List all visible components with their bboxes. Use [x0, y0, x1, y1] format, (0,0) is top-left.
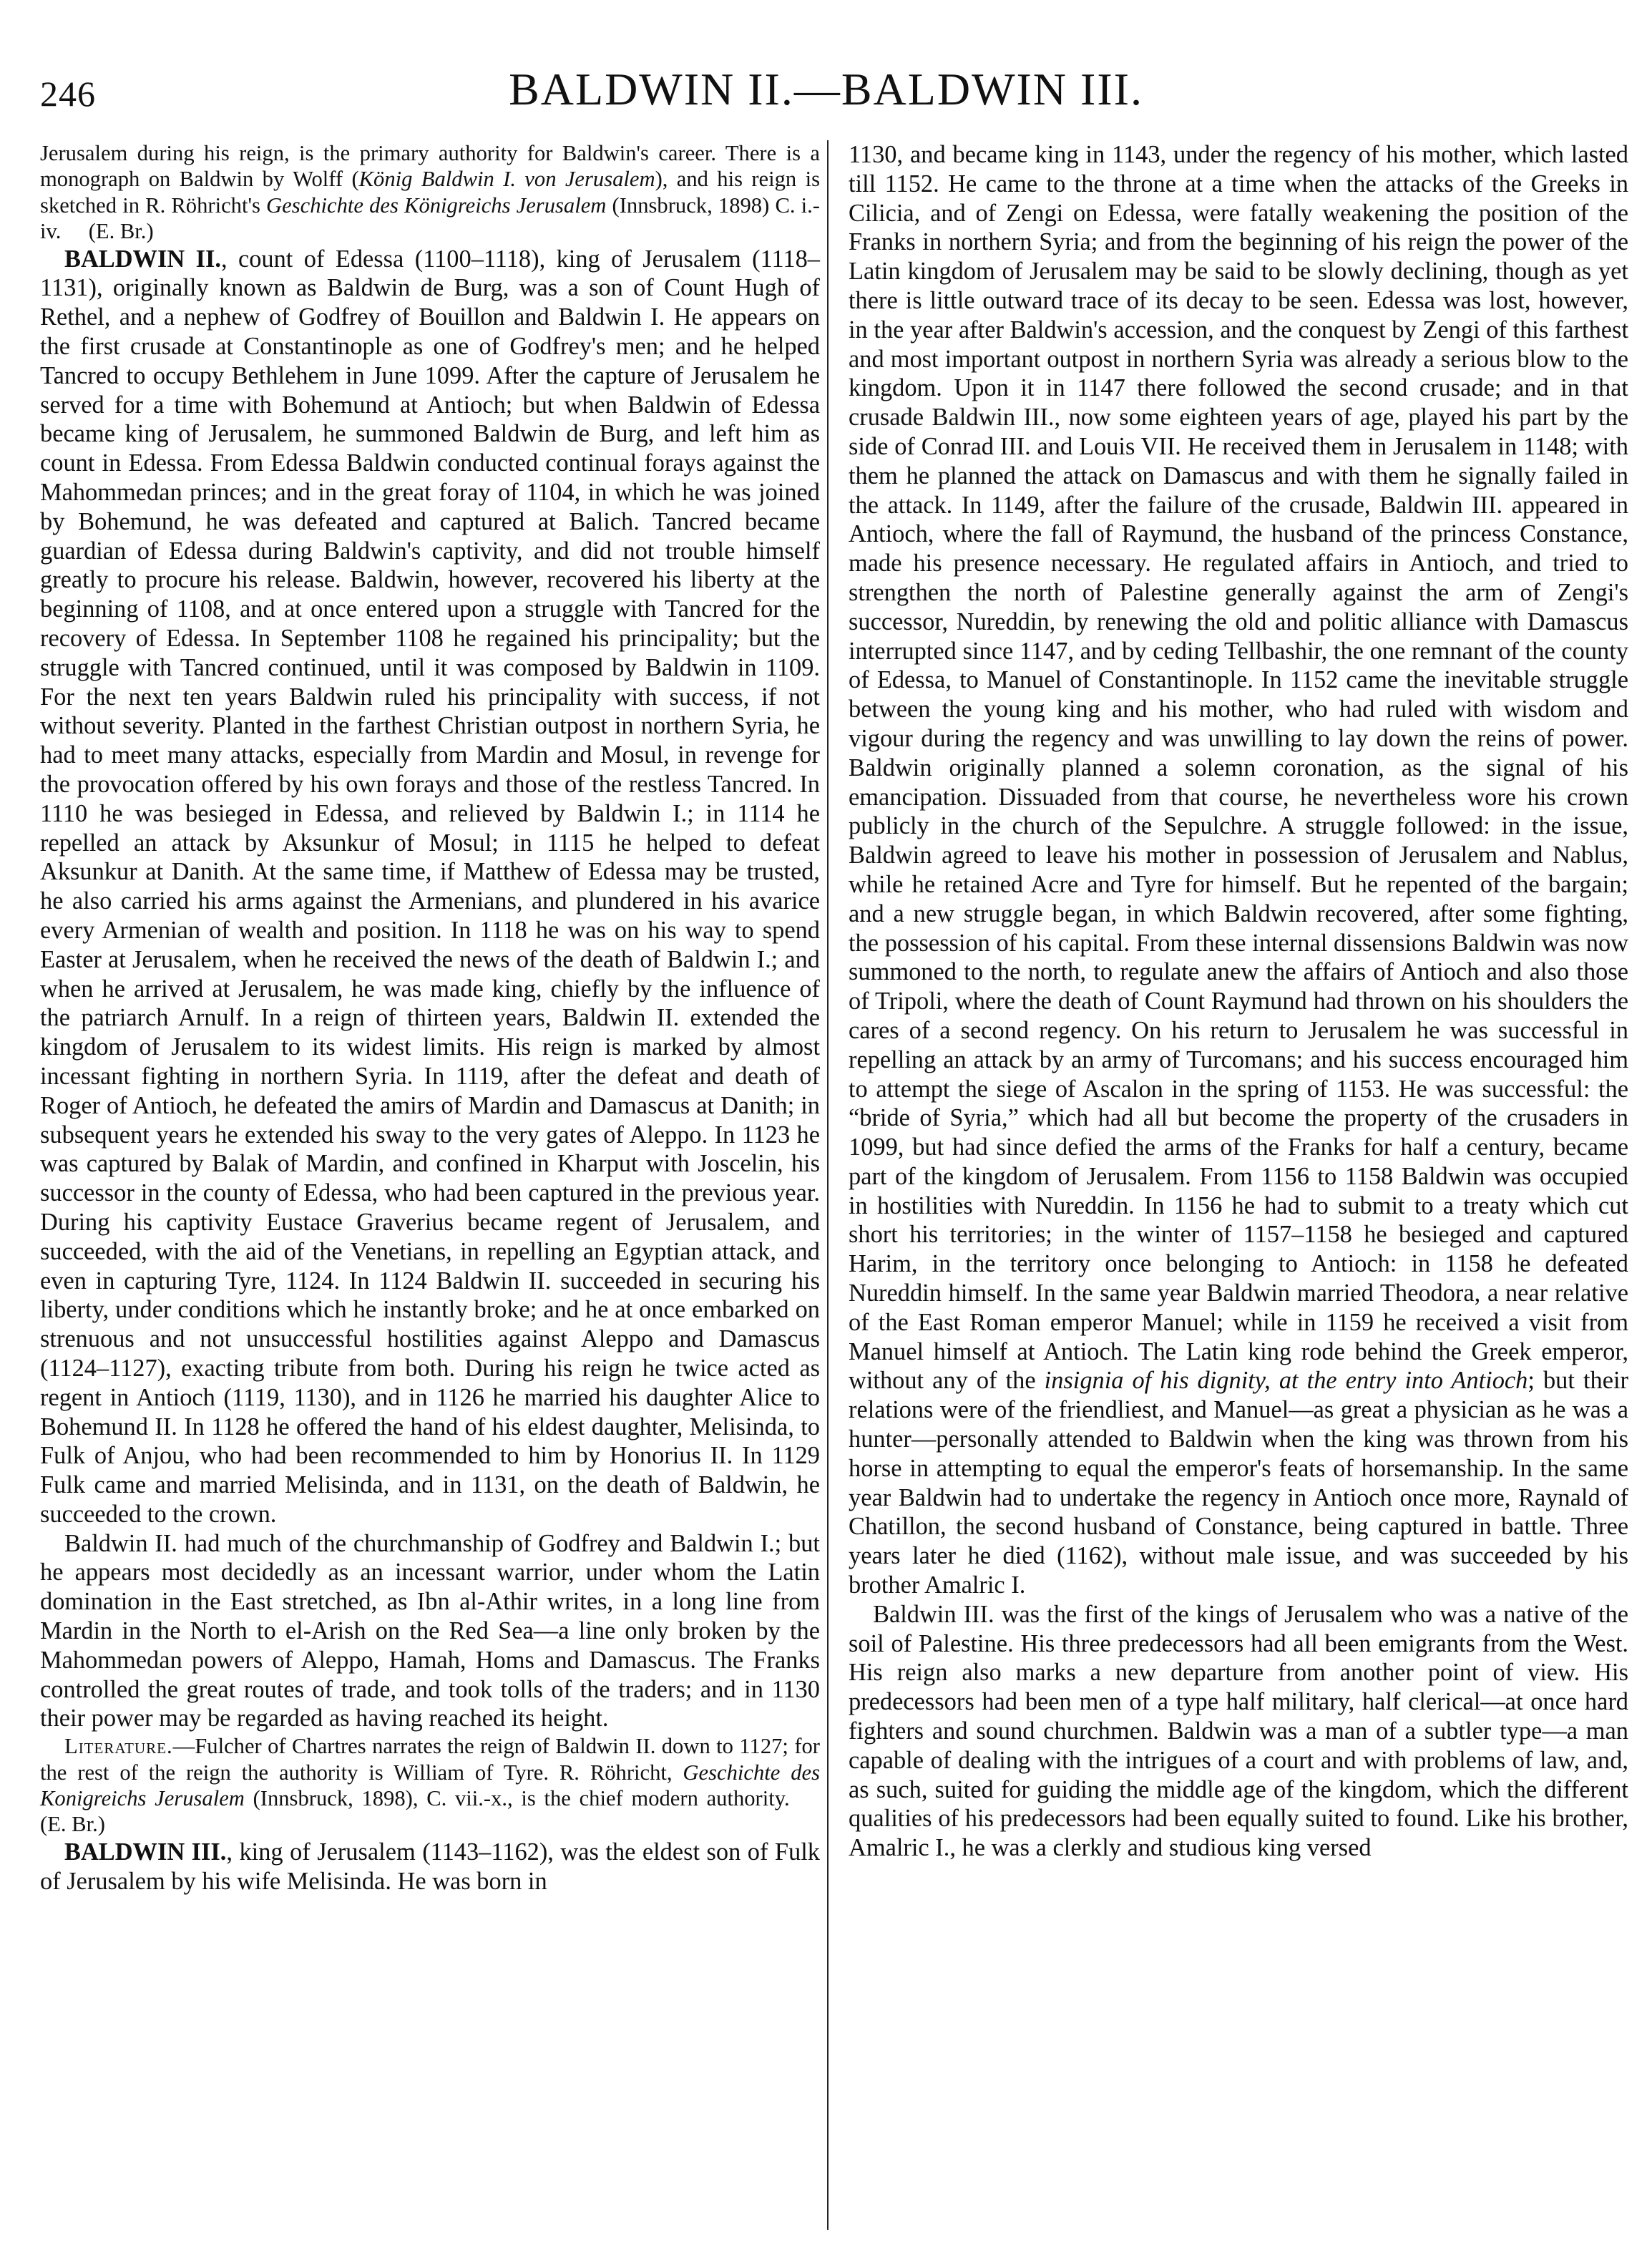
paragraph-baldwin-iii-character: Baldwin III. was the first of the kings of Jerusalem who was a native of the soil of Palestine. His three predecessors had all been emigrants from the West. His reign also marks a new departure from another point of view. His predecessors had been men of a type half military, half clerical—at once hard fighters and sound churchmen. Baldwin was a man of a subtler type—a man capable of dealing with the intrigues of a court and with problems of law, and, as such, suited for guiding the middle age of the kingdom, which the different qualities of his predecessors had been equally suited to found. Like his brother, Amalric I., he was a clerkly and studious king versed: [849, 1600, 1628, 1862]
article-heading: BALDWIN III.: [64, 1838, 227, 1866]
literature-note: Literature.—Fulcher of Chartres narrates the reign of Baldwin II. down to 1127; for the rest of the reign the authority is William of Tyre. R. Röhricht, Geschichte des Konigreichs Jerusalem (Innsbruck, 1898), C. vii.-x., is the chief modern authority. (E. Br.): [40, 1734, 820, 1837]
paragraph-baldwin-ii-assessment: Baldwin II. had much of the churchmanship of Godfrey and Baldwin I.; but he appears most decidedly as an incessant warrior, under whom the Latin domination in the East stretched, as Ibn al-Athir writes, in a long line from Mardin in the North to el-Arish on the Red Sea—a line only broken by the Mahommedan powers of Aleppo, Hamah, Homs and Damascus. The Franks controlled the great routes of trade, and took tolls of the traders; and in 1130 their power may be regarded as having reached its height.: [40, 1529, 820, 1732]
left-column: [40, 140, 820, 1896]
paragraph-baldwin-i-sources: Jerusalem during his reign, is the primary authority for Baldwin's career. There is a monograph on Baldwin by Wolff (König Baldwin I. von Jerusalem), and his reign is sketched in R. Röhricht's Geschichte des Königreichs Jerusalem (Innsbruck, 1898) C. i.-iv. (E. Br.): [40, 141, 820, 244]
running-head: BALDWIN II.—BALDWIN III.: [509, 64, 1143, 114]
column-divider: [827, 140, 829, 2230]
right-column: [849, 140, 1628, 1863]
author-signature: (E. Br.): [88, 219, 154, 244]
article-baldwin-iii: BALDWIN III., king of Jerusalem (1143–1162), was the eldest son of Fulk of Jerusalem by his wife Melisinda. He was born in: [40, 1838, 820, 1895]
paragraph-baldwin-iii-reign: 1130, and became king in 1143, under the regency of his mother, which lasted till 1152. He came to the throne at a time when the attacks of the Greeks in Cilicia, and of Zengi on Edessa, were fatally weakening the position of the Franks in northern Syria; and from the beginning of his reign the power of the Latin kingdom of Jerusalem may be said to be slowly declining, though as yet there is little outward trace of its decay to be seen. Edessa was lost, however, in the year after Baldwin's accession, and the conquest by Zengi of this farthest and most important outpost in northern Syria was already a serious blow to the kingdom. Upon it in 1147 there followed the second crusade; and in that crusade Baldwin III., now some eighteen years of age, played his part by the side of Conrad III. and Louis VII. He received them in Jerusalem in 1148; with them he planned the attack on Damascus and with them he signally failed in the attack. In 1149, after the failure of the crusade, Baldwin III. appeared in Antioch, where the fall of Raymund, the husband of the princess Constance, made his presence necessary. He regulated affairs in Antioch, and tried to strengthen the north of Palestine generally against the arm of Zengi's successor, Nureddin, by renewing the old and politic alliance with Damascus interrupted since 1147, and by ceding Tellbashir, the one remnant of the county of Edessa, to Manuel of Constantinople. In 1152 came the inevitable struggle between the young king and his mother, who had ruled with wisdom and vigour during the regency and was unwilling to lay down the reins of power. Baldwin originally planned a solemn coronation, as the signal of his emancipation. Dissuaded from that course, he nevertheless wore his crown publicly in the church of the Sepulchre. A struggle followed: in the issue, Baldwin agreed to leave his mother in possession of Jerusalem and Nablus, while he retained Acre and Tyre for himself. But he repented of the bargain; and a new struggle began, in which Baldwin recovered, after some fighting, the possession of his capital. From these internal dissensions Baldwin was now summoned to the north, to regulate anew the affairs of Antioch and also those of Tripoli, where the death of Count Raymund had thrown on his shoulders the cares of a second regency. On his return to Jerusalem he was successful in repelling an attack by an army of Turcomans; and his success encouraged him to attempt the siege of Ascalon in the spring of 1153. He was successful: the “bride of Syria,” which had all but become the property of the crusaders in 1099, but had since defied the arms of the Franks for half a century, became part of the kingdom of Jerusalem. From 1156 to 1158 Baldwin was occupied in hostilities with Nureddin. In 1156 he had to submit to a treaty which cut short his territories; in the winter of 1157–1158 he besieged and captured Harim, in the territory once belonging to Antioch: in 1158 he defeated Nureddin himself. In the same year Baldwin married Theodora, a near relative of the East Roman emperor Manuel; while in 1159 he received a visit from Manuel himself at Antioch. The Latin king rode behind the Greek emperor, without any of the insignia of his dignity, at the entry into Antioch; but their relations were of the friendliest, and Manuel—as great a physician as he was a hunter—personally attended to Baldwin when the king was thrown from his horse in attempting to equal the emperor's feats of horsemanship. In the same year Baldwin had to undertake the regency in Antioch once more, Raynald of Chatillon, the second husband of Constance, being captured in battle. Three years later he died (1162), without male issue, and was succeeded by his brother Amalric I.: [849, 141, 1629, 1599]
page-number: 246: [40, 74, 96, 114]
article-heading: BALDWIN II.: [64, 245, 221, 273]
article-baldwin-ii: BALDWIN II., count of Edessa (1100–1118), king of Jerusalem (1118–1131), originally known as Baldwin de Burg, was a son of Count Hugh of Rethel, and a nephew of Godfrey of Bouillon and Baldwin I. He appears on the first crusade at Constantinople as one of Godfrey's men; and he helped Tancred to occupy Bethlehem in June 1099. After the capture of Jerusalem he served for a time with Bohemund at Antioch; but when Baldwin of Edessa became king of Jerusalem, he summoned Baldwin de Burg, and left him as count in Edessa. From Edessa Baldwin conducted continual forays against the Mahommedan princes; and in the great foray of 1104, in which he was joined by Bohemund, he was defeated and captured at Balich. Tancred became guardian of Edessa during Baldwin's captivity, and did not trouble himself greatly to procure his release. Baldwin, however, recovered his liberty at the beginning of 1108, and at once entered upon a struggle with Tancred for the recovery of Edessa. In September 1108 he regained his principality; but the struggle with Tancred continued, until it was composed by Baldwin in 1109. For the next ten years Baldwin ruled his principality with success, if not without severity. Planted in the farthest Christian outpost in northern Syria, he had to meet many attacks, especially from Mardin and Mosul, in revenge for the provocation offered by his own forays and those of the restless Tancred. In 1110 he was besieged in Edessa, and relieved by Baldwin I.; in 1114 he repelled an attack by Aksunkur of Mosul; in 1115 he helped to defeat Aksunkur at Danith. At the same time, if Matthew of Edessa may be trusted, he also carried his arms against the Armenians, and plundered in his avarice every Armenian of wealth and position. In 1118 he was on his way to spend Easter at Jerusalem, when he received the news of the death of Baldwin I.; and when he arrived at Jerusalem, he was made king, chiefly by the influence of the patriarch Arnulf. In a reign of thirteen years, Baldwin II. extended the kingdom of Jerusalem to its widest limits. His reign is marked by almost incessant fighting in northern Syria. In 1119, after the defeat and death of Roger of Antioch, he defeated the amirs of Mardin and Damascus at Danith; in subsequent years he extended his sway to the very gates of Aleppo. In 1123 he was captured by Balak of Mardin, and confined in Kharput with Joscelin, his successor in the county of Edessa, who had been captured in the previous year. During his captivity Eustace Graverius became regent of Jerusalem, and succeeded, with the aid of the Venetians, in repelling an Egyptian attack, and even in capturing Tyre, 1124. In 1124 Baldwin II. succeeded in securing his liberty, under conditions which he instantly broke; and he at once embarked on strenuous and not unsuccessful hostilities against Aleppo and Damascus (1124–1127), exacting tribute from both. During his reign he twice acted as regent in Antioch (1119, 1130), and in 1126 he married his daughter Alice to Bohemund II. In 1128 he offered the hand of his eldest daughter, Melisinda, to Fulk of Anjou, who had been recommended to him by Honorius II. In 1129 Fulk came and married Melisinda, and in 1131, on the death of Baldwin, he succeeded to the crown.: [40, 245, 820, 1528]
author-signature: (E. Br.): [40, 1812, 105, 1837]
page-header: [40, 63, 1612, 122]
literature-label: Literature.: [64, 1734, 173, 1759]
